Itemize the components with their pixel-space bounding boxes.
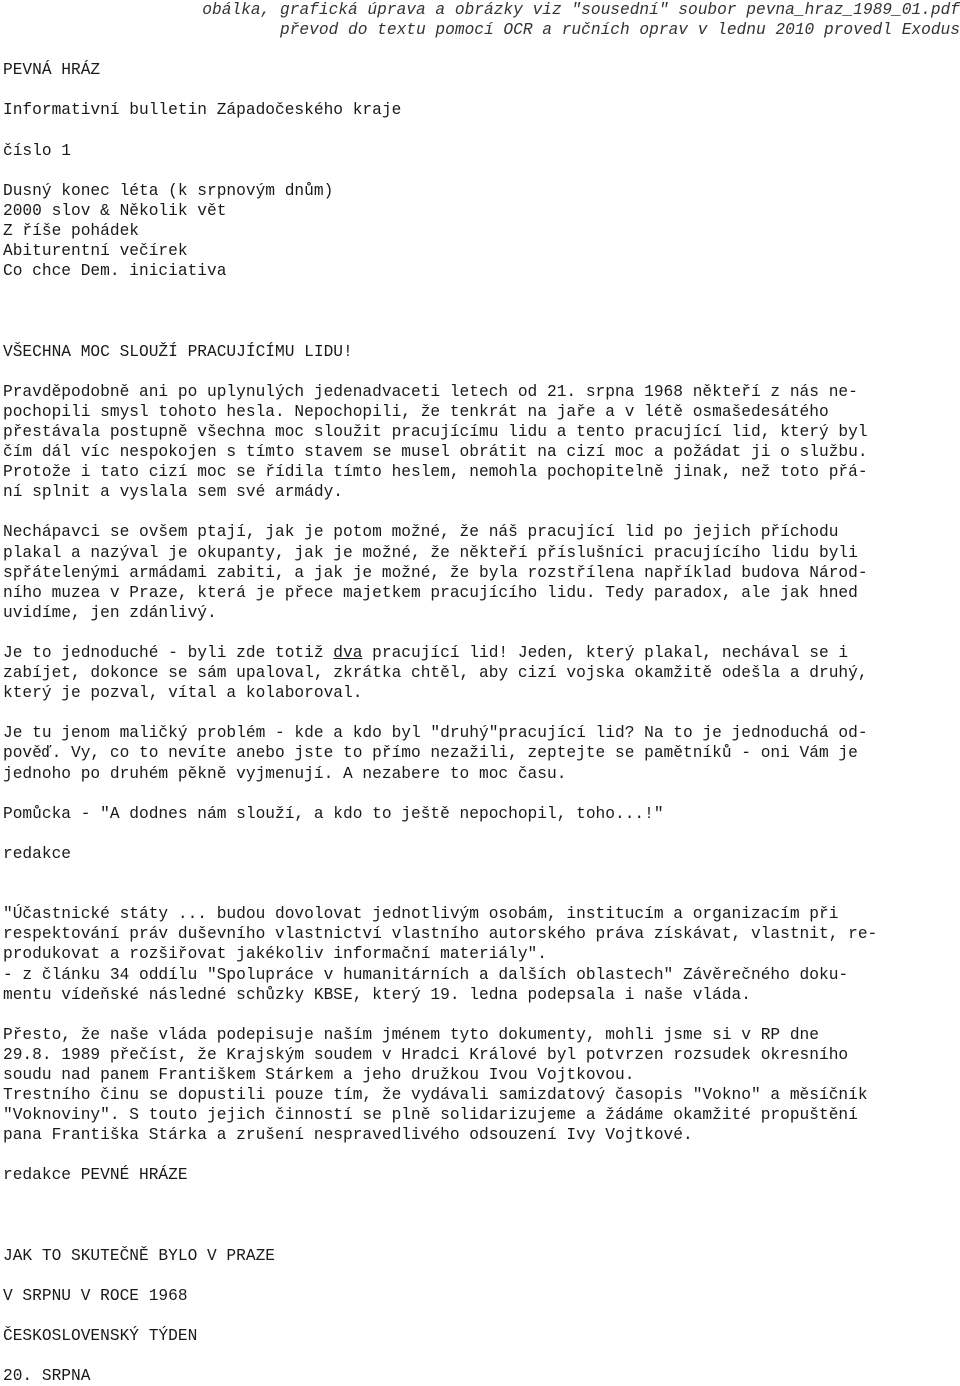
text-line: "Voknoviny". S touto jejich činností se plně solidarizujeme a žádáme okamžité propuštění [3, 1106, 858, 1125]
conversion-note-line: obálka, grafická úprava a obrázky viz "sousední" soubor pevna_hraz_1989_01.pdf [202, 1, 960, 19]
document-page [3, 0, 960, 1386]
table-of-contents [3, 181, 957, 281]
text-line: Trestního činu se dopustili pouze tím, že vydávali samizdatový časopis "Vokno" a měsíčník [3, 1086, 868, 1105]
text-line: pana Františka Stárka a zrušení nespravedlivého odsouzení Ivy Vojtkové. [3, 1126, 693, 1145]
article-signature: redakce PEVNÉ HRÁZE [3, 1166, 188, 1185]
article-moc-slouzi [3, 342, 957, 864]
conversion-note [3, 0, 960, 40]
article-praha-1968 [3, 1246, 957, 1386]
masthead-title: PEVNÁ HRÁZ [3, 61, 101, 80]
article-kbse [3, 904, 957, 1185]
text-line: pochopili smysl tohoto hesla. Nepochopili, že tenkrát na jaře a v létě osmašedesátého [3, 402, 829, 421]
text-line: Přesto, že naše vláda podepisuje naším jménem tyto dokumenty, mohli jsme si v RP dne [3, 1025, 819, 1044]
text-line: plakal a nazýval je okupanty, jak je možné, že někteří příslušníci pracujícího lidu byli [3, 543, 858, 562]
text-line: ní splnit a vyslala sem své armády. [3, 483, 343, 502]
text-line: Protože i tato cizí moc se řídila tímto heslem, nemohla pochopitelně jinak, než toto přá- [3, 463, 868, 482]
issue-number: číslo 1 [3, 141, 71, 160]
paragraph [3, 1025, 957, 1146]
text-line [3, 643, 957, 663]
text-line: soudu nad panem Františkem Stárkem a jeho družkou Ivou Vojtkovou. [3, 1065, 635, 1084]
article-heading: VŠECHNA MOC SLOUŽÍ PRACUJÍCÍMU LIDU! [3, 342, 353, 361]
contents-item: Z říše pohádek [3, 222, 139, 241]
contents-item: Co chce Dem. iniciativa [3, 262, 227, 281]
text-line: Nechápavci se ovšem ptají, jak je potom možné, že náš pracující lid po jejich příchodu [3, 523, 839, 542]
quote-block [3, 904, 957, 1004]
text-line: 29.8. 1989 přečíst, že Krajským soudem v Hradci Králové byl potvrzen rozsudek okresního [3, 1045, 849, 1064]
conversion-note-line: převod do textu pomocí OCR a ručních oprav v lednu 2010 provedl Exodus [280, 21, 960, 40]
paragraph [3, 643, 957, 703]
text-line: ního muzea v Praze, která je přece majetkem pracujícího lidu. Tedy paradox, ale jak hned [3, 583, 858, 602]
text-line: který je pozval, vítal a kolaboroval. [3, 684, 363, 703]
text-line: Je tu jenom maličký problém - kde a kdo byl "druhý"pracující lid? Na to je jednoduchá od- [3, 724, 868, 743]
hint-line: Pomůcka - "A dodnes nám slouží, a kdo to ještě nepochopil, toho...!" [3, 804, 664, 823]
section-source: ČESKOSLOVENSKÝ TÝDEN [3, 1327, 198, 1346]
text-line: pověď. Vy, co to nevíte anebo jste to přímo nezažili, zeptejte se pamětníků - oni Vám je [3, 744, 858, 763]
text-line: produkovat a rozšiřovat jakékoliv informační materiály". [3, 945, 547, 964]
paragraph [3, 382, 957, 503]
contents-item: 2000 slov & Několik vět [3, 201, 227, 220]
text-line: čím dál víc nespokojen s tímto stavem se musel obrátit na cizí moc a požádat ji o službu. [3, 443, 868, 462]
masthead-subtitle: Informativní bulletin Západočeského kraje [3, 101, 402, 120]
paragraph [3, 723, 957, 783]
text-line: zabíjet, dokonce se sám upaloval, zkrátka chtěl, aby cizí vojska okamžitě odešla a druhý, [3, 664, 868, 683]
text-line: spřátelenými armádami zabiti, a jak je možné, že byla rozstřílena například budova Národ- [3, 563, 868, 582]
contents-item: Abiturentní večírek [3, 242, 188, 261]
contents-item: Dusný konec léta (k srpnovým dnům) [3, 181, 334, 200]
text-line: přestávala postupně všechna moc sloužit pracujícímu lidu a tento pracující lid, který byl [3, 422, 868, 441]
text-segment: pracující lid! Jeden, který plakal, nechával se i [362, 644, 849, 662]
text-line: uvidíme, jen zdánlivý. [3, 603, 217, 622]
text-line: "Účastnické státy ... budou dovolovat jednotlivým osobám, institucím a organizacím při [3, 905, 839, 924]
text-line: jednoho po druhém pěkně vyjmenují. A nezabere to moc času. [3, 764, 567, 783]
text-segment: Je to jednoduché - byli zde totiž [3, 644, 334, 662]
section-subheading: V SRPNU V ROCE 1968 [3, 1287, 188, 1306]
article-signature: redakce [3, 844, 71, 863]
paragraph [3, 522, 957, 622]
section-heading: JAK TO SKUTEČNĚ BYLO V PRAZE [3, 1246, 275, 1265]
text-line: respektování práv duševního vlastnictví vlastního autorského práva získávat, vlastnit, re- [3, 925, 878, 944]
text-line: - z článku 34 oddílu "Spolupráce v humanitárních a dalších oblastech" Závěrečného doku- [3, 965, 849, 984]
text-line: mentu vídeňské následné schůzky KBSE, který 19. ledna podepsala i naše vláda. [3, 985, 751, 1004]
section-date: 20. SRPNA [3, 1367, 91, 1386]
text-line: Pravděpodobně ani po uplynulých jedenadvaceti letech od 21. srpna 1968 někteří z nás ne- [3, 382, 858, 401]
underlined-word: dva [333, 644, 363, 662]
